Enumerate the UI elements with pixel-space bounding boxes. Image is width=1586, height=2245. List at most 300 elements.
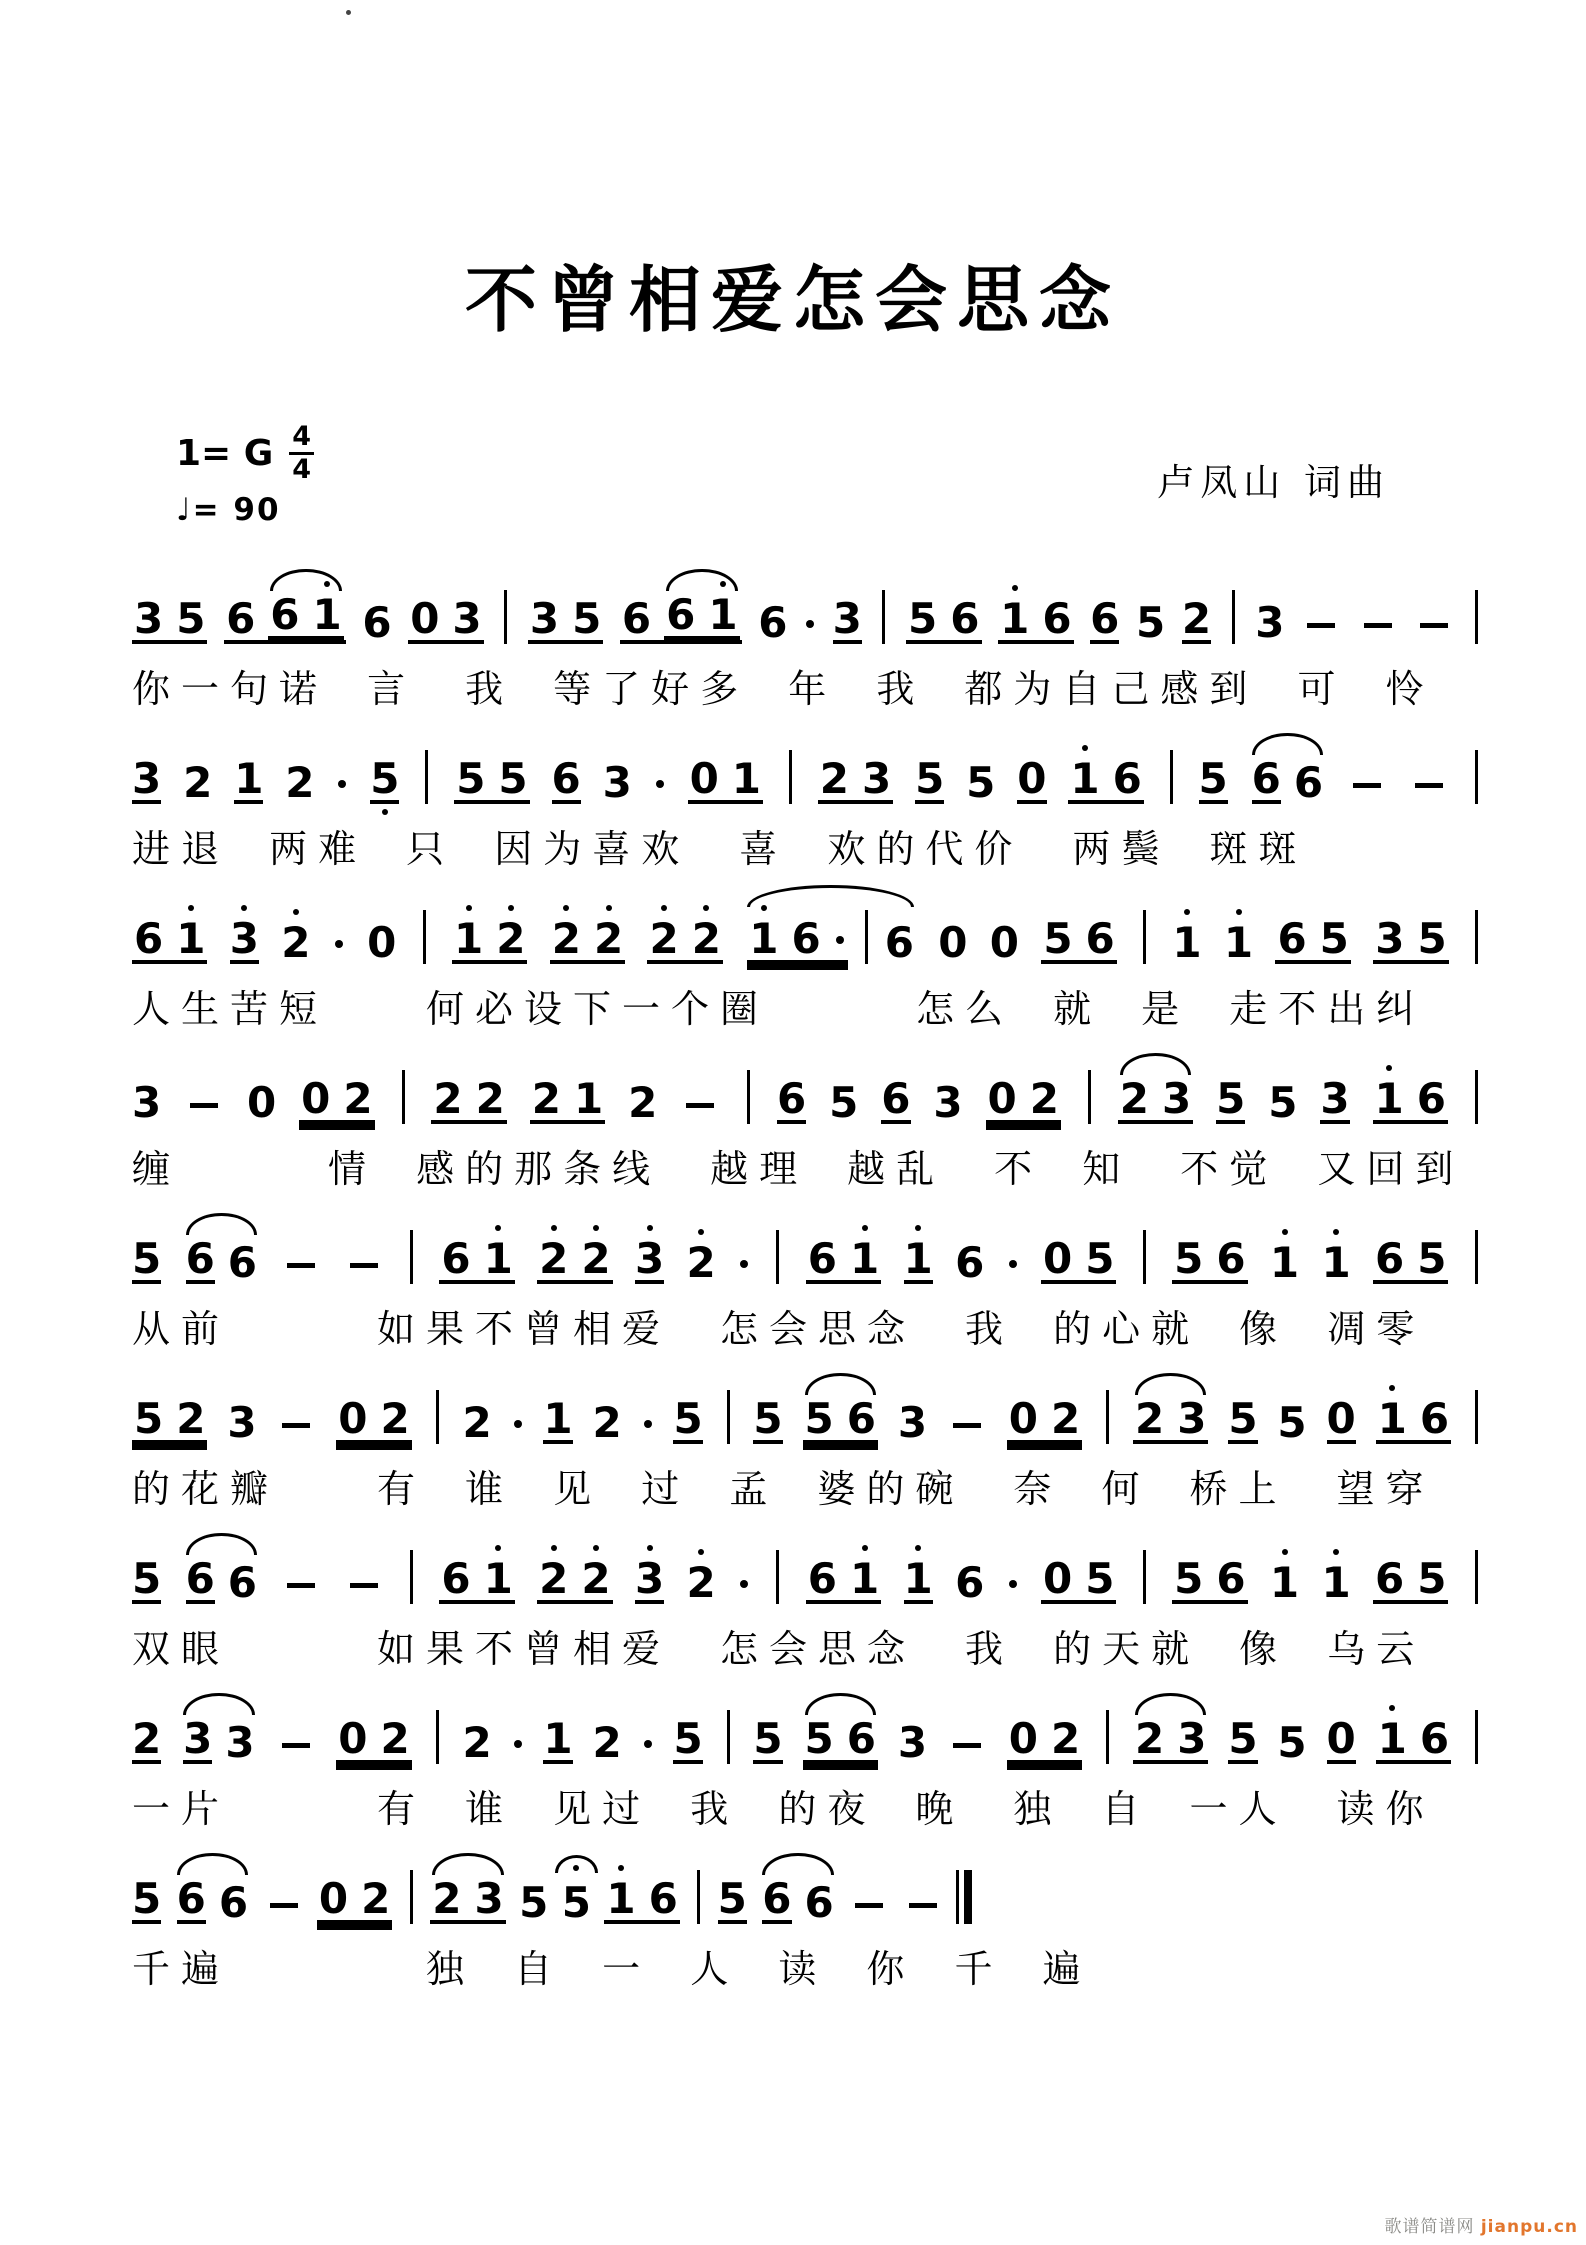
note-digit: 6 (227, 1558, 258, 1607)
tie-arc (1135, 1693, 1206, 1715)
note (602, 758, 632, 807)
octave-dot-above (593, 1225, 599, 1231)
note (933, 1078, 963, 1127)
note-digit: 2 (1029, 1074, 1059, 1123)
note (441, 1234, 471, 1283)
octave-dot-above (862, 1225, 868, 1231)
note-digit: 3 (1375, 914, 1405, 963)
note (884, 918, 914, 967)
note-digit: 2 (592, 1398, 622, 1447)
beam-group (530, 1074, 605, 1124)
octave-dot-above (1236, 909, 1242, 915)
music-line-6 (132, 1368, 1482, 1511)
note-digit: 6 (185, 1234, 215, 1283)
time-signature (289, 422, 314, 484)
note-digit: 2 (176, 1394, 206, 1443)
note (861, 754, 892, 803)
note-digit: 1 (749, 914, 779, 963)
music-line-5 (132, 1208, 1482, 1351)
octave-dot-above (862, 1545, 868, 1551)
octave-dot-above (703, 905, 709, 911)
octave-dot-below (382, 809, 388, 815)
note-digit: 2 (432, 1874, 462, 1923)
note-digit: 5 (829, 1078, 859, 1127)
note-digit: 2 (593, 914, 624, 963)
notation-row (132, 1848, 972, 1927)
note (132, 1234, 162, 1284)
tie-group (430, 1874, 505, 1924)
note-digit: 1 (1269, 1238, 1300, 1287)
note (1417, 1234, 1447, 1283)
note-digit: 6 (134, 914, 164, 963)
note-digit: 0 (338, 1394, 368, 1443)
beam-group (132, 914, 207, 964)
octave-dot-above (618, 1865, 624, 1871)
note (1162, 1074, 1192, 1123)
octave-dot-above (647, 1545, 653, 1551)
octave-dot-above (495, 1545, 501, 1551)
note-digit: 5 (132, 1234, 162, 1283)
note-digit: 2 (462, 1718, 492, 1767)
tie-arc (805, 1693, 876, 1715)
note (849, 1234, 880, 1283)
note-digit: 5 (132, 1874, 162, 1923)
note (185, 1234, 215, 1284)
rest-note (301, 1074, 331, 1123)
rest-note (367, 918, 397, 967)
rest-note (338, 1714, 368, 1763)
note (1085, 1554, 1115, 1603)
octave-dot-above (324, 581, 330, 587)
octave-dot-above (508, 905, 514, 911)
note-digit: 2 (183, 758, 213, 807)
beam-group (688, 754, 763, 804)
note-digit: 6 (762, 1874, 792, 1923)
tie-group (175, 1874, 250, 1927)
octave-dot-above (1082, 745, 1088, 751)
note (634, 1554, 665, 1604)
note (1255, 598, 1285, 647)
note (593, 914, 624, 963)
note (176, 594, 206, 643)
note (846, 1394, 876, 1443)
rest-note (338, 1394, 368, 1443)
note (227, 1238, 258, 1287)
note-digit: 5 (1198, 754, 1228, 803)
note-digit: 2 (531, 1074, 561, 1123)
note (226, 594, 256, 643)
lyric-line: 你一句诺 言 我 等了好多 年 我 都为自己感到 可 怜 (132, 667, 1435, 711)
beam-group (1373, 1234, 1448, 1284)
music-line-9 (132, 1848, 1482, 1991)
note-digit: 3 (897, 1718, 928, 1767)
note (573, 1074, 604, 1123)
duration-dash (350, 1263, 378, 1268)
note-digit: 6 (551, 754, 581, 803)
note (441, 1554, 471, 1603)
note (132, 1554, 162, 1604)
octave-dot-above (1282, 1229, 1288, 1235)
note (453, 914, 484, 963)
tie-group (181, 1714, 256, 1767)
note (1051, 1394, 1081, 1443)
octave-dot-above (1386, 1065, 1392, 1071)
note-digit: 5 (1085, 1554, 1115, 1603)
augmentation-dot (656, 780, 664, 788)
duration-dash (1364, 623, 1392, 628)
note-digit: 5 (1228, 1714, 1258, 1763)
note-digit: 2 (380, 1714, 410, 1763)
note (132, 1874, 162, 1924)
rest-note (1042, 1554, 1073, 1603)
beam-group (299, 1074, 374, 1124)
note (543, 1394, 573, 1444)
note (185, 1554, 215, 1604)
octave-dot-above (188, 905, 194, 911)
note (1051, 1714, 1081, 1763)
note (1268, 1078, 1298, 1127)
note-digit: 1 (1269, 1558, 1300, 1607)
note (176, 1394, 206, 1443)
barline (1475, 1550, 1478, 1604)
note (758, 598, 788, 647)
note (543, 1714, 573, 1764)
note-digit: 5 (572, 594, 602, 643)
duration-dash (909, 1903, 937, 1908)
note (132, 1714, 162, 1764)
note-digit: 1 (1374, 1074, 1404, 1123)
note-digit: 5 (804, 1714, 834, 1763)
barline (697, 1870, 700, 1924)
note (370, 754, 400, 804)
note-digit: 6 (1375, 1554, 1405, 1603)
note-digit: 3 (452, 594, 482, 643)
note (846, 1714, 876, 1763)
note-digit: 6 (1416, 1074, 1446, 1123)
note (1417, 1554, 1447, 1603)
notation-area (132, 568, 1482, 2008)
barline (1475, 750, 1478, 804)
music-line-4 (132, 1048, 1482, 1191)
note (749, 914, 779, 963)
beam-group (806, 1234, 881, 1284)
octave-dot-above (698, 1549, 704, 1555)
note-digit: 0 (1042, 1234, 1073, 1283)
note (581, 1234, 611, 1283)
watermark-url: jianpu.cn (1480, 2217, 1578, 2237)
note (1277, 1718, 1307, 1767)
beam-group (818, 754, 893, 804)
rest-note (1008, 1394, 1039, 1443)
note (807, 1234, 837, 1283)
barline (789, 750, 792, 804)
note-digit: 3 (1177, 1394, 1207, 1443)
note-digit: 6 (1085, 914, 1115, 963)
note-digit: 1 (543, 1394, 573, 1443)
note (183, 758, 213, 807)
barline (410, 1870, 413, 1924)
note-digit: 6 (791, 914, 821, 963)
note (1269, 1558, 1300, 1607)
note-digit: 2 (649, 914, 679, 963)
note (1134, 1394, 1165, 1443)
note-digit: 3 (1162, 1074, 1192, 1123)
note (649, 914, 679, 963)
note (432, 1874, 462, 1923)
note-digit: 3 (132, 1078, 162, 1127)
note-digit: 2 (581, 1234, 611, 1283)
note (686, 1558, 716, 1607)
note (551, 754, 581, 804)
tie-group (268, 590, 343, 640)
duration-dash (287, 1583, 315, 1588)
octave-dot-above (606, 905, 612, 911)
note (519, 1878, 549, 1927)
note-digit: 0 (987, 1074, 1017, 1123)
note (666, 590, 696, 639)
barline (727, 1710, 730, 1764)
note (561, 1878, 591, 1927)
barline (425, 750, 428, 804)
note (1000, 594, 1030, 643)
tie-arc (1120, 1053, 1191, 1075)
note-digit: 0 (367, 918, 397, 967)
beam-group (1172, 1554, 1247, 1604)
music-line-2 (132, 728, 1482, 871)
note-digit: 1 (483, 1234, 513, 1283)
lyric-line: 进退 两难 只 因为喜欢 喜 欢的代价 两鬓 斑斑 (132, 827, 1308, 871)
note-digit: 2 (581, 1554, 611, 1603)
note-digit: 0 (1017, 754, 1047, 803)
note (227, 1398, 257, 1447)
note-digit: 6 (1090, 594, 1120, 643)
note-digit: 3 (225, 1718, 255, 1767)
beam-group (537, 1554, 612, 1604)
key-signature-text: 1= G (176, 432, 274, 474)
note-digit: 1 (903, 1234, 933, 1283)
rest-note (1008, 1714, 1039, 1763)
note (648, 1874, 678, 1923)
note-digit: 5 (753, 1714, 783, 1763)
note-digit: 3 (832, 594, 862, 643)
note (1172, 918, 1202, 967)
note-digit: 5 (1417, 1554, 1447, 1603)
tie-arc (177, 1853, 248, 1875)
note-digit: 6 (1419, 1714, 1450, 1763)
note (621, 594, 652, 643)
note (134, 1394, 164, 1443)
tie-arc (432, 1853, 503, 1875)
note (270, 590, 300, 639)
note (134, 594, 164, 643)
note (496, 914, 526, 963)
note-digit: 6 (1277, 914, 1307, 963)
note-digit: 1 (234, 754, 264, 803)
augmentation-dot (836, 936, 844, 944)
notation-row (132, 1208, 1482, 1287)
note-digit: 1 (312, 590, 342, 639)
barline (1143, 910, 1146, 964)
tie-group (1250, 754, 1325, 807)
note (1277, 1398, 1307, 1447)
note-digit: 3 (602, 758, 632, 807)
note-digit: 3 (529, 594, 560, 643)
note (132, 754, 162, 804)
note (1419, 1394, 1450, 1443)
tie-group (1133, 1714, 1208, 1764)
tie-arc (1135, 1373, 1206, 1395)
beam-group (620, 590, 742, 644)
octave-dot-above (915, 1545, 921, 1551)
augmentation-dot (740, 1580, 748, 1588)
note-digit: 1 (1000, 594, 1030, 643)
duration-dash (282, 1743, 310, 1748)
note-digit: 2 (475, 1074, 505, 1123)
note (134, 914, 164, 963)
key-signature (176, 422, 314, 484)
note (1223, 918, 1254, 967)
note (753, 1394, 783, 1444)
note (1198, 754, 1228, 804)
note-digit: 6 (1112, 754, 1142, 803)
barline (1088, 1070, 1091, 1124)
augmentation-dot (335, 940, 343, 948)
note-digit: 5 (519, 1878, 549, 1927)
note (592, 1718, 622, 1767)
octave-dot-above (293, 909, 299, 915)
note (361, 1874, 391, 1923)
duration-dash (1307, 623, 1335, 628)
note (1134, 1714, 1165, 1763)
tie-arc (805, 1373, 876, 1395)
note (1417, 914, 1447, 963)
notation-row (132, 1688, 1482, 1767)
note-digit: 5 (804, 1394, 834, 1443)
duration-dash (1415, 783, 1443, 788)
note (1136, 598, 1166, 647)
note-digit: 6 (270, 590, 300, 639)
note-digit: 3 (933, 1078, 963, 1127)
octave-dot-above (1012, 585, 1018, 591)
note-digit: 1 (708, 590, 738, 639)
note-digit: 5 (1043, 914, 1073, 963)
note (753, 1714, 783, 1764)
note (1319, 914, 1349, 963)
note (1228, 1394, 1258, 1444)
note-digit: 3 (861, 754, 892, 803)
note-digit: 1 (731, 754, 762, 803)
duration-dash (350, 1583, 378, 1588)
note (132, 1078, 162, 1127)
note-digit: 1 (573, 1074, 604, 1123)
note-digit: 2 (628, 1078, 658, 1127)
beam-group (439, 1554, 514, 1604)
duration-dash (953, 1743, 981, 1748)
note-digit: 2 (539, 1554, 569, 1603)
note-digit: 5 (498, 754, 528, 803)
rest-note (1017, 754, 1047, 804)
note (1374, 1074, 1404, 1123)
duration-dash (1420, 623, 1448, 628)
note-digit: 0 (1008, 1714, 1039, 1763)
note-digit: 3 (897, 1398, 928, 1447)
note-digit: 6 (648, 1874, 678, 1923)
note-digit: 2 (686, 1238, 716, 1287)
beam-group (431, 1074, 506, 1124)
note (433, 1074, 463, 1123)
note-digit: 2 (285, 758, 315, 807)
note (498, 754, 528, 803)
note-digit: 2 (433, 1074, 463, 1123)
note (1174, 1234, 1204, 1283)
note (218, 1878, 249, 1927)
lyric-line: 从前 如果不曾相爱 怎会思念 我 的心就 像 凋零 (132, 1307, 1426, 1351)
note-digit: 2 (361, 1874, 391, 1923)
note (362, 598, 392, 647)
duration-dash (190, 1103, 218, 1108)
octave-dot-above (915, 1225, 921, 1231)
duration-dash (953, 1423, 981, 1428)
beam-group (906, 594, 981, 644)
note (897, 1398, 928, 1447)
barline (1475, 1230, 1478, 1284)
note-digit: 3 (1320, 1074, 1350, 1123)
note-digit: 5 (1319, 914, 1349, 963)
octave-dot-above (1333, 1229, 1339, 1235)
note-digit: 3 (227, 1398, 257, 1447)
note-digit: 6 (441, 1554, 471, 1603)
note (804, 1714, 834, 1763)
page-artifact-dot (346, 10, 351, 15)
beam-group (528, 594, 603, 644)
beam-group (1373, 1074, 1448, 1124)
note-digit: 5 (717, 1874, 747, 1923)
note-digit: 1 (543, 1714, 573, 1763)
barline (436, 1390, 439, 1444)
music-line-7 (132, 1528, 1482, 1671)
barline (776, 1550, 779, 1604)
lyric-line: 的花瓣 有 谁 见 过 孟 婆的碗 奈 何 桥上 望穿 (132, 1467, 1435, 1511)
note-digit: 6 (807, 1554, 837, 1603)
beam-group (1041, 1234, 1116, 1284)
note (1174, 1554, 1204, 1603)
octave-dot-above (551, 1225, 557, 1231)
music-line-8 (132, 1688, 1482, 1831)
final-barline-thick (964, 1870, 972, 1924)
note-digit: 6 (621, 594, 652, 643)
note (1251, 754, 1281, 804)
lyric-line: 缠 情 感的那条线 越理 越乱 不 知 不觉 又回到 (132, 1147, 1465, 1191)
note (691, 914, 721, 963)
note-digit: 5 (176, 594, 206, 643)
note (1416, 1074, 1446, 1123)
note (380, 1714, 410, 1763)
note (849, 1554, 880, 1603)
beam-group (336, 1714, 411, 1764)
note (1377, 1714, 1407, 1763)
rest-note (987, 1074, 1017, 1123)
augmentation-dot (1009, 1260, 1017, 1268)
note-digit: 6 (1293, 758, 1324, 807)
beam-group (604, 1874, 679, 1924)
note (1375, 914, 1405, 963)
note-digit: 6 (955, 1558, 985, 1607)
note-digit: 6 (1216, 1554, 1246, 1603)
note (717, 1874, 747, 1924)
note-digit: 5 (370, 754, 400, 803)
barline (1232, 590, 1235, 644)
music-line-3 (132, 888, 1482, 1031)
